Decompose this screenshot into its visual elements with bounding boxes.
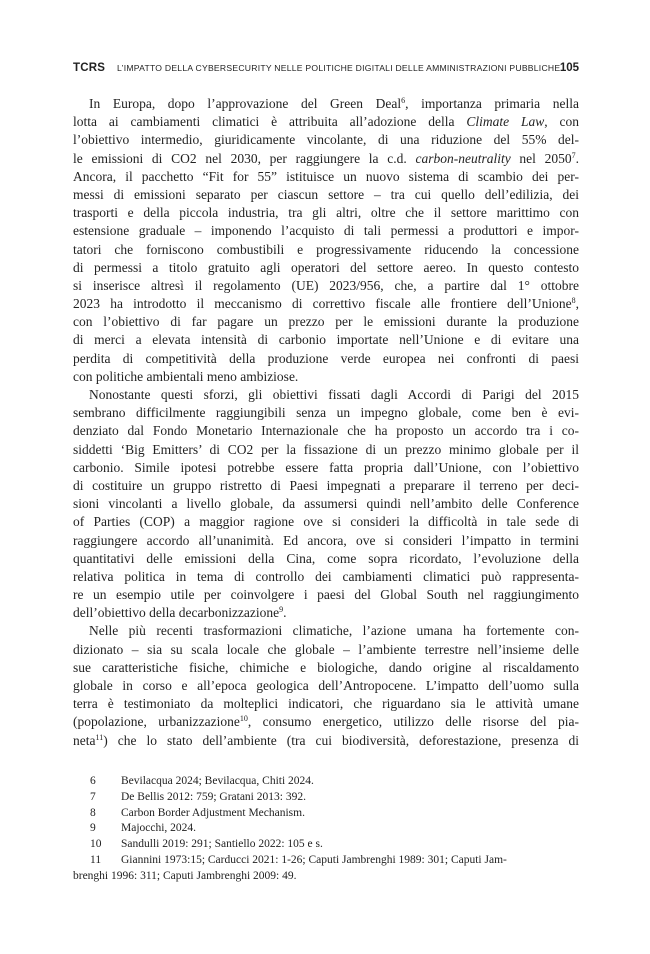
line-text: con l’obiettivo di far pagare un prezzo per le emissioni durante la produzione: [73, 314, 579, 330]
footnote-ref: 11: [95, 732, 104, 742]
line-text: carbonio. Simile ipotesi potrebbe essere fatta propria dall’Unione, con l’obiettivo: [73, 459, 579, 475]
text-line: [73, 677, 579, 695]
footnote-ref: 9: [279, 605, 284, 615]
line-text: estensione graduale – imponendo l’acquisto di tali permessi a produttori e impor-: [73, 223, 579, 239]
text-line: [73, 241, 579, 259]
line-text: lotta ai cambiamenti climatici è attribuita all’adozione della: [73, 114, 467, 130]
line-text: Nonostante questi sforzi, gli obiettivi fissati dagli Accordi di Parigi del 2015: [89, 387, 579, 402]
line-text: di costituire un gruppo ristretto di Paesi impegnati a preparare il terreno per deci-: [73, 477, 579, 493]
text-line: [73, 295, 579, 313]
text-line: [73, 586, 579, 604]
footnote-ref: 7: [571, 150, 576, 160]
line-text: , con: [544, 114, 579, 130]
text-line: [73, 622, 579, 640]
footnotes: [73, 774, 579, 885]
text-line: [73, 313, 579, 331]
line-text: globale in corso e all’epoca geologica dell’Antropocene. L’impatto dell’uomo sulla: [73, 678, 579, 693]
line-text: Nelle più recenti trasformazioni climatiche, l’azione umana ha fortemente con-: [89, 623, 579, 639]
footnote-text: Majocchi, 2024.: [121, 822, 197, 835]
footnote-number: 10: [90, 838, 102, 851]
line-text: of Parties (COP) a maggior ragione ove si consideri la difficoltà in tale sede di: [73, 514, 579, 530]
line-text: Ancora, il pacchetto “Fit for 55” istituisce un nuovo sistema di scambio dei per-: [73, 168, 579, 184]
text-line: [73, 604, 579, 622]
line-text: siddetti ‘Big Emitters’ di CO2 per la fissazione di un prezzo minimo globale per il: [73, 441, 579, 457]
line-text: con politiche ambientali meno ambiziose.: [73, 368, 299, 384]
line-text: .: [283, 605, 287, 621]
text-line: [73, 404, 579, 422]
text-line: [73, 732, 579, 750]
text-line: [73, 204, 579, 222]
text-line: [73, 186, 579, 204]
footnote: [73, 790, 579, 806]
footnote-text: Giannini 1973:15; Carducci 2021: 1-26; Caputi Jambrenghi 1989: 301; Caputi Jam-: [121, 853, 507, 866]
line-text: ) che lo stato dell’ambiente (tra cui biodiversità, deforestazione, presenza di: [103, 732, 579, 748]
line-text: , consumo energetico, utilizzo delle risorse del pia-: [247, 714, 580, 730]
line-text: l’obiettivo intermedio, giuridicamente vincolante, di una riduzione del 55% del-: [73, 132, 579, 148]
line-text: si inserisce altresì il regolamento (UE) 2023/956, che, a partire dal 1° ottobre: [73, 277, 579, 293]
line-text: .: [575, 150, 580, 166]
line-text: le emissioni di CO2 nel 2030, per raggiungere la c.d.: [73, 150, 416, 166]
line-text: In Europa, dopo l’approvazione del Green Deal: [89, 96, 402, 111]
text-line: [73, 695, 579, 713]
line-text: sue caratteristiche fisiche, chimiche e biologiche, dando origine al riscaldamento: [73, 659, 579, 675]
line-text: (popolazione, urbanizzazione: [73, 714, 240, 730]
text-line: [73, 422, 579, 440]
text-line: [73, 477, 579, 495]
text-line: [73, 441, 579, 459]
italic-term: carbon-neutrality: [415, 150, 511, 166]
footnote-number: 8: [90, 806, 96, 819]
line-text: relativa politica in tema di controllo dei cambiamenti climatici può rappresenta-: [73, 568, 579, 584]
text-line: [73, 550, 579, 568]
text-line: [73, 568, 579, 586]
text-line: [73, 95, 579, 113]
text-line: [73, 659, 579, 677]
text-line: [73, 331, 579, 349]
text-line: [73, 113, 579, 131]
line-text: di permessi a titolo gratuito agli operatori del settore aereo. In questo contesto: [73, 259, 579, 275]
line-text: denziato dal Fondo Monetario Internazionale che ha proposto un accordo tra i co-: [73, 423, 579, 439]
text-line: [73, 459, 579, 477]
footnote-continuation: brenghi 1996: 311; Caputi Jambrenghi 2009: 49.: [73, 869, 297, 882]
line-text: quantitativi delle emissioni della Cina, come sopra ricordato, l’evoluzione della: [73, 550, 579, 566]
text-line: [73, 386, 579, 404]
running-header: [73, 62, 579, 78]
line-text: sioni vincolanti a livello globale, da assumersi quindi nell’ambito delle Conference: [73, 496, 579, 512]
journal-abbreviation: TCRS: [73, 62, 106, 74]
text-line: [73, 513, 579, 531]
line-text: ,: [575, 296, 579, 312]
footnote-text: Sandulli 2019: 291; Santiello 2022: 105 e s.: [121, 838, 323, 851]
line-text: nel 2050: [510, 150, 572, 166]
footnote: [73, 853, 579, 869]
footnote-ref: 10: [239, 714, 248, 724]
text-line: [73, 131, 579, 149]
line-text: tatori che forniscono combustibili e progressivamente riducendo la concessione: [73, 241, 579, 257]
line-text: raggiungere accordo all’unanimità. Ed ancora, ove si consideri l’impatto in termini: [73, 532, 579, 548]
line-text: terra è testimoniato da molteplici indicatori, che riguardano sia le attività umane: [73, 696, 579, 712]
line-text: trasporti e della piccola industria, tra gli altri, oltre che il settore marittimo con: [73, 205, 579, 221]
text-line: [73, 350, 579, 368]
line-text: neta: [73, 732, 96, 748]
text-line: [73, 277, 579, 295]
text-line: [73, 368, 579, 386]
line-text: perdita di competitività della produzione verde europea nei confronti di paesi: [73, 350, 579, 366]
footnote-ref: 6: [401, 96, 406, 105]
footnote-text: Carbon Border Adjustment Mechanism.: [121, 806, 305, 819]
footnote-text: Bevilacqua 2024; Bevilacqua, Chiti 2024.: [121, 775, 314, 787]
text-line: [73, 222, 579, 240]
text-line: [73, 641, 579, 659]
footnote-ref: 8: [571, 296, 576, 306]
line-text: messi di emissioni separato per ciascun settore – tra cui quello dell’edilizia, dei: [73, 186, 579, 202]
footnote: [73, 774, 579, 790]
footnote-number: 9: [90, 822, 96, 835]
footnote-number: 6: [90, 775, 96, 787]
line-text: re un esempio utile per coinvolgere i paesi del Global South nel raggiungimento: [73, 587, 579, 603]
italic-term: Climate Law: [466, 114, 545, 130]
body-text: [73, 95, 579, 750]
line-text: , importanza primaria nella: [405, 96, 579, 111]
line-text: 2023 ha introdotto il meccanismo di correttivo fiscale alle frontiere dell’Unione: [73, 296, 572, 312]
footnote-number: 11: [90, 853, 102, 866]
page-number: 105: [559, 62, 579, 74]
running-title: L’IMPATTO DELLA CYBERSECURITY NELLE POLITICHE DIGITALI DELLE AMMINISTRAZIONI PUBBLICHE: [117, 63, 561, 73]
text-line: [73, 259, 579, 277]
text-line: [73, 495, 579, 513]
text-line: [73, 150, 579, 168]
footnote-number: 7: [90, 790, 96, 803]
line-text: di merci a elevata intensità di carbonio importate nell’Unione e di evitare una: [73, 332, 579, 348]
footnote: [73, 806, 579, 822]
footnote: [73, 821, 579, 837]
text-line: [73, 532, 579, 550]
line-text: dell’obiettivo della decarbonizzazione: [73, 605, 280, 621]
line-text: dizionato – sia su scala locale che globale – l’ambiente terrestre nell’insieme delle: [73, 641, 579, 657]
footnote: [73, 837, 579, 853]
line-text: sembrano difficilmente raggiungibili senza un impegno globale, come ben è evi-: [73, 405, 579, 421]
text-line: [73, 713, 579, 731]
text-line: [73, 168, 579, 186]
footnote-text: De Bellis 2012: 759; Gratani 2013: 392.: [121, 790, 306, 803]
